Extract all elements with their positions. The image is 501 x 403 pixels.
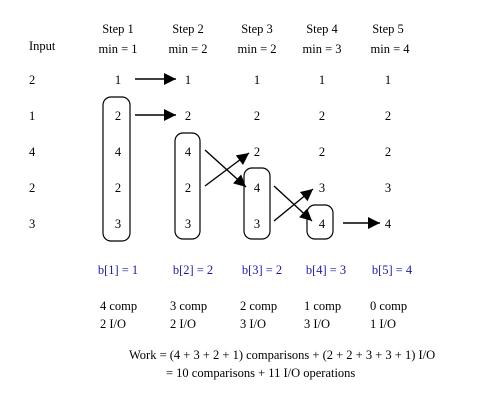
- step1-value-2: 2: [114, 109, 122, 123]
- step2-comp: 3 comp: [170, 299, 208, 313]
- step2-result: b[2] = 2: [172, 263, 214, 277]
- step5-value-1: 1: [384, 73, 392, 87]
- step3-value-5: 3: [253, 217, 261, 231]
- step5-comp: 0 comp: [370, 299, 408, 313]
- step5-value-5: 4: [384, 217, 392, 231]
- step5-value-2: 2: [384, 109, 392, 123]
- step4-value-2: 2: [318, 109, 326, 123]
- input-value-1: 2: [29, 73, 36, 87]
- step3-io: 3 I/O: [240, 317, 267, 331]
- step2-min: min = 2: [168, 42, 208, 56]
- step4-value-3: 2: [318, 145, 326, 159]
- step3-comp: 2 comp: [240, 299, 278, 313]
- step4-value-1: 1: [318, 73, 326, 87]
- step3-min: min = 2: [237, 42, 277, 56]
- step1-io: 2 I/O: [100, 317, 127, 331]
- step3-value-1: 1: [253, 73, 261, 87]
- step4-value-5: 4: [318, 217, 326, 231]
- input-header: Input: [29, 39, 56, 53]
- step1-value-5: 3: [114, 217, 122, 231]
- step1-value-4: 2: [114, 181, 122, 195]
- input-value-3: 4: [29, 145, 36, 159]
- step5-io: 1 I/O: [370, 317, 397, 331]
- step2-title: Step 2: [172, 22, 204, 36]
- step2-value-4: 2: [184, 181, 192, 195]
- step1-value-1: 1: [114, 73, 122, 87]
- step3-title: Step 3: [241, 22, 273, 36]
- step1-value-3: 4: [114, 145, 122, 159]
- step1-title: Step 1: [102, 22, 134, 36]
- step2-value-2: 2: [184, 109, 192, 123]
- step5-value-3: 2: [384, 145, 392, 159]
- step3-value-4: 4: [253, 181, 261, 195]
- step1-comp: 4 comp: [100, 299, 138, 313]
- step3-value-2: 2: [253, 109, 261, 123]
- step5-title: Step 5: [372, 22, 404, 36]
- step4-value-4: 3: [318, 181, 326, 195]
- step4-min: min = 3: [302, 42, 342, 56]
- step3-value-3: 2: [253, 145, 261, 159]
- work-total: = 10 comparisons + 11 I/O operations: [166, 366, 356, 380]
- step1-min: min = 1: [98, 42, 138, 56]
- step2-value-5: 3: [184, 217, 192, 231]
- step5-result: b[5] = 4: [371, 263, 413, 277]
- step5-value-4: 3: [384, 181, 392, 195]
- work-formula: Work = (4 + 3 + 2 + 1) comparisons + (2 + 2 + 3 + 3 + 1) I/O: [129, 348, 436, 362]
- step2-io: 2 I/O: [170, 317, 197, 331]
- step2-value-1: 1: [184, 73, 192, 87]
- step4-title: Step 4: [306, 22, 338, 36]
- input-value-4: 2: [29, 181, 36, 195]
- step1-result: b[1] = 1: [97, 263, 139, 277]
- step2-value-3: 4: [184, 145, 192, 159]
- input-value-2: 1: [29, 109, 36, 123]
- step3-result: b[3] = 2: [241, 263, 283, 277]
- arrow-step2-2-up: [205, 153, 249, 186]
- step5-min: min = 4: [370, 42, 410, 56]
- step4-result: b[4] = 3: [305, 263, 347, 277]
- input-value-5: 3: [29, 217, 36, 231]
- step4-io: 3 I/O: [304, 317, 331, 331]
- step4-comp: 1 comp: [304, 299, 342, 313]
